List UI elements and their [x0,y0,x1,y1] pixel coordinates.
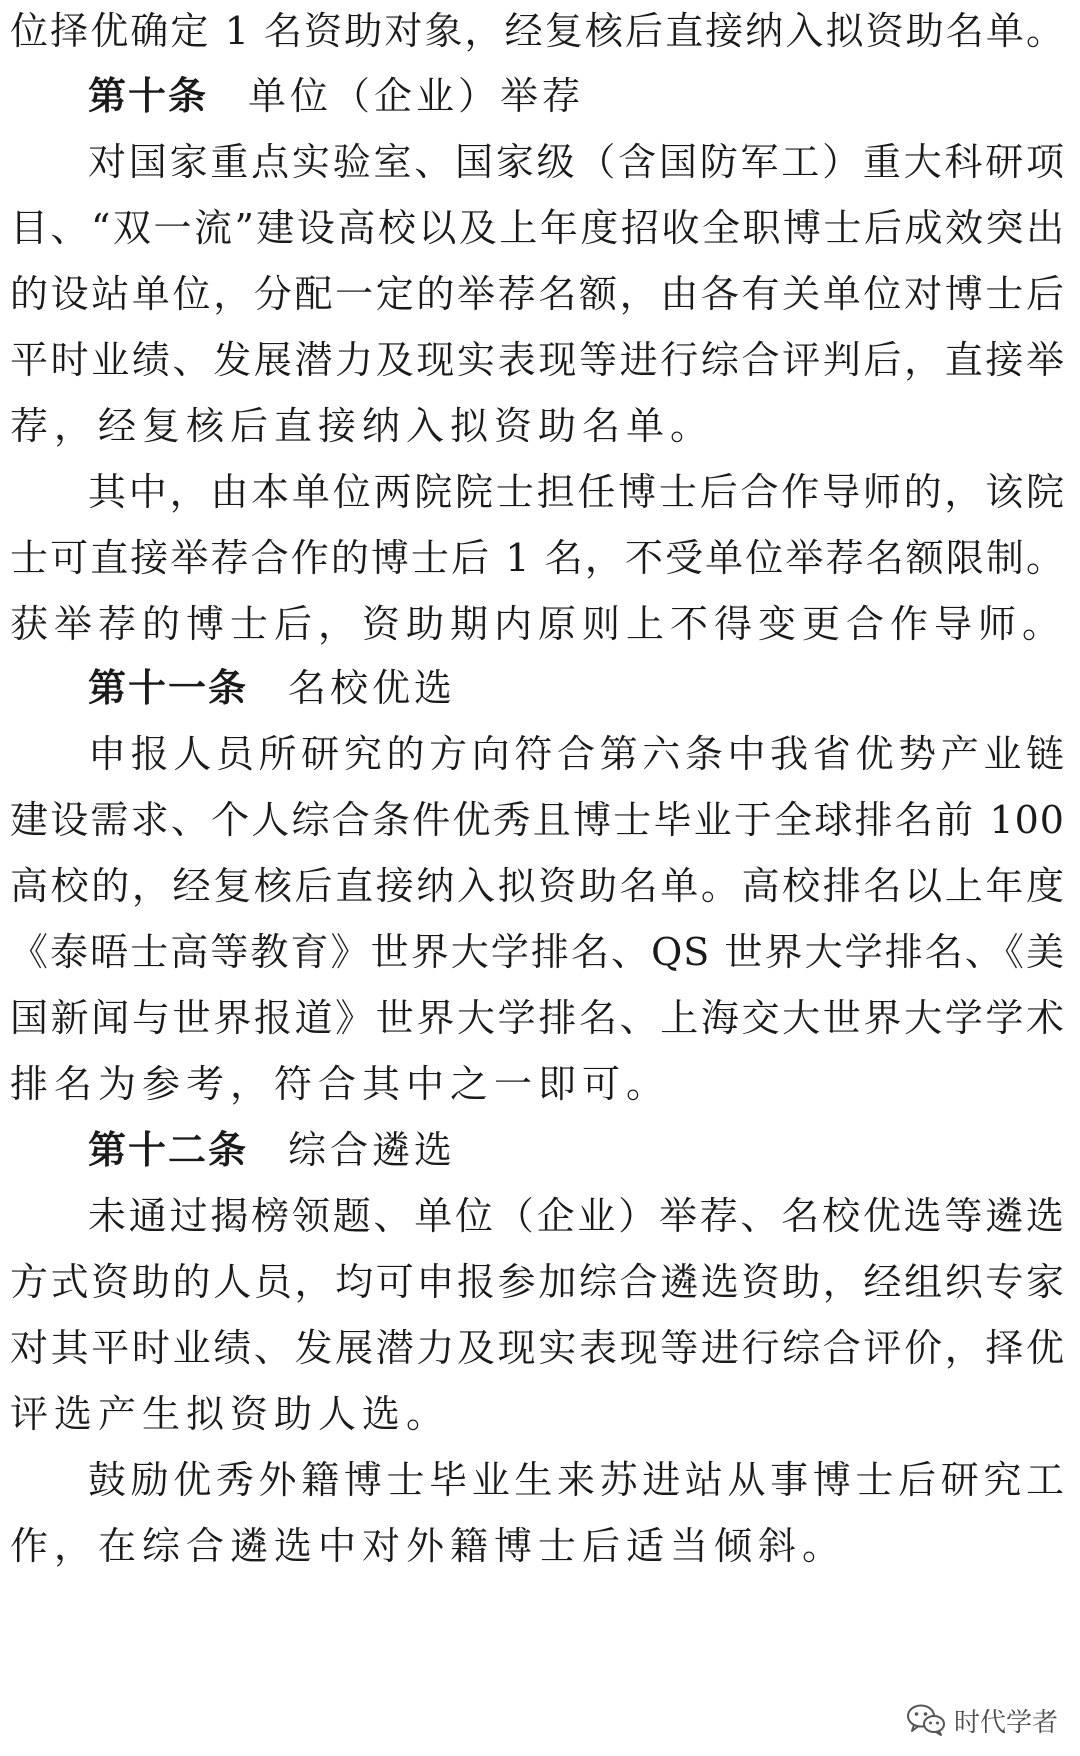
article-title: 单位（企业）举荐 [248,74,585,118]
paragraph-line: 申报人员所研究的方向符合第六条中我省优势产业链 [88,732,1065,776]
paragraph-line: 作，在综合遴选中对外籍博士后适当倾斜。 [10,1524,847,1568]
paragraph-line: 目、“双一流”建设高校以及上年度招收全职博士后成效突出 [10,206,1065,250]
paragraph-line: 士可直接举荐合作的博士后 1 名，不受单位举荐名额限制。 [10,536,1065,580]
paragraph-line: 对国家重点实验室、国家级（含国防军工）重大科研项 [88,140,1065,184]
paragraph-line: 评选产生拟资助人选。 [10,1392,451,1436]
paragraph-line: 《泰晤士高等教育》世界大学排名、QS 世界大学排名、《美 [10,930,1065,974]
article-heading-12 [88,1122,456,1178]
article-title: 名校优选 [288,666,457,710]
paragraph-line: 位择优确定 1 名资助对象，经复核后直接纳入拟资助名单。 [10,9,1065,53]
paragraph-line: 平时业绩、发展潜力及现实表现等进行综合评判后，直接举 [10,338,1065,382]
article-number: 第十二条 [88,1128,249,1172]
paragraph-line: 对其平时业绩、发展潜力及现实表现等进行综合评价，择优 [10,1326,1065,1370]
paragraph-line: 的设站单位，分配一定的举荐名额，由各有关单位对博士后 [10,272,1065,316]
paragraph-line: 未通过揭榜领题、单位（企业）举荐、名校优选等遴选 [88,1194,1065,1238]
paragraph-line: 建设需求、个人综合条件优秀且博士毕业于全球排名前 100 [10,798,1065,842]
wechat-icon [906,1703,946,1737]
paragraph-line: 其中，由本单位两院院士担任博士后合作导师的，该院 [88,470,1065,514]
paragraph-line: 鼓励优秀外籍博士毕业生来苏进站从事博士后研究工 [88,1458,1065,1502]
paragraph-line: 荐，经复核后直接纳入拟资助名单。 [10,404,715,448]
watermark-text: 时代学者 [953,1707,1058,1738]
paragraph-line: 排名为参考，符合其中之一即可。 [10,1062,671,1106]
paragraph-line: 获举荐的博士后，资助期内原则上不得变更合作导师。 [10,602,1067,646]
paragraph-line: 国新闻与世界报道》世界大学排名、上海交大世界大学学术 [10,996,1065,1040]
article-number: 第十条 [88,74,209,118]
paragraph-line: 高校的，经复核后直接纳入拟资助名单。高校排名以上年度 [10,864,1065,908]
article-heading-11 [88,660,456,716]
paragraph-line: 方式资助的人员，均可申报参加综合遴选资助，经组织专家 [10,1260,1065,1304]
article-number: 第十一条 [88,666,249,710]
account-watermark [906,1700,1058,1740]
article-title: 综合遴选 [288,1128,457,1172]
article-heading-10 [88,68,584,124]
